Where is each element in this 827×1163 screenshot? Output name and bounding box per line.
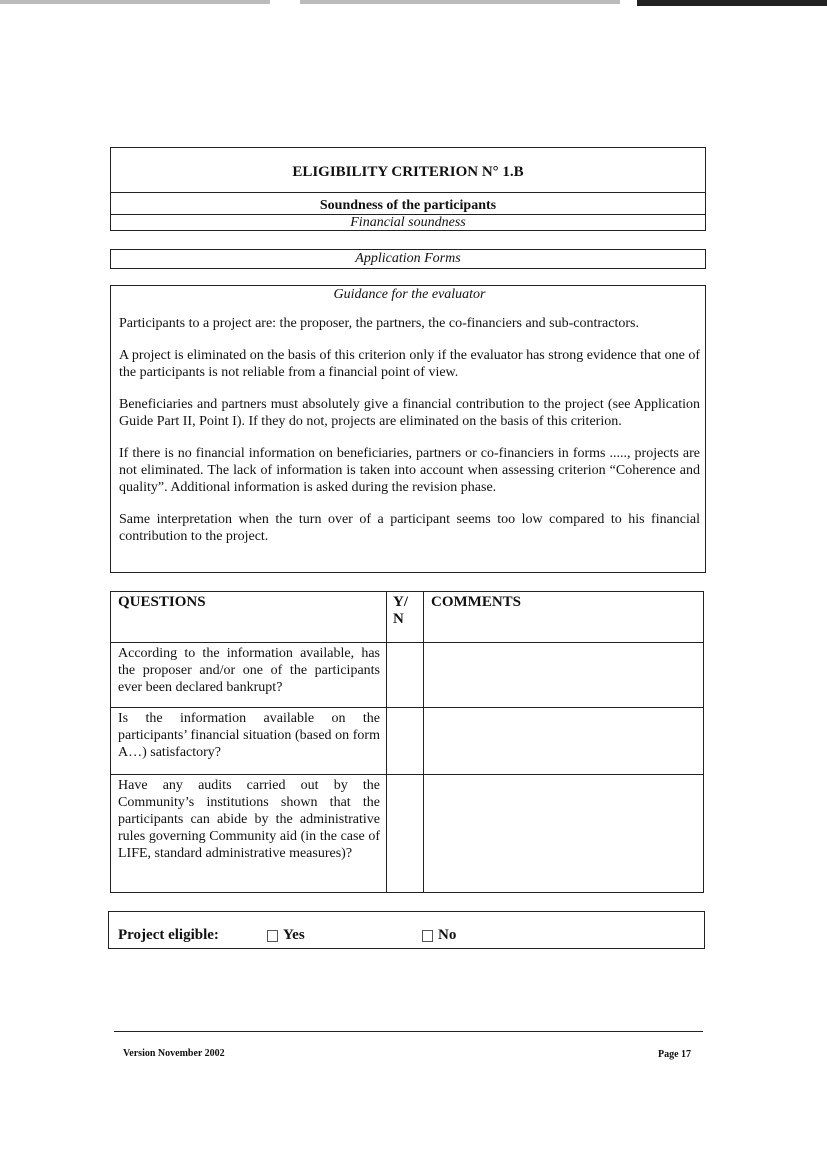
question-cell: According to the information available, has the proposer and/or one of the participants ever been declared bankrupt? <box>111 643 387 708</box>
guidance-paragraph: Participants to a project are: the proposer, the partners, the co-financiers and sub-contractors. <box>119 316 639 331</box>
divider <box>111 192 705 193</box>
eligibility-box <box>108 911 705 949</box>
yn-cell[interactable] <box>387 643 424 708</box>
criterion-title: ELIGIBILITY CRITERION N° 1.B <box>292 164 524 180</box>
guidance-heading: Guidance for the evaluator <box>333 287 486 302</box>
no-label: No <box>438 927 457 943</box>
eligible-yes-option[interactable] <box>267 927 305 944</box>
yn-cell[interactable] <box>387 775 424 893</box>
guidance-paragraph: If there is no financial information on beneficiaries, partners or co-financiers in forms ....., projects are not eliminated. The lack of information is taken into account when assessing criterion “Coherence and quality”. Additional information is asked during the revision phase. <box>119 446 700 495</box>
table-row <box>111 643 704 708</box>
eligible-no-option[interactable] <box>422 927 456 944</box>
yn-cell[interactable] <box>387 708 424 775</box>
footer-page-number: Page 17 <box>658 1049 692 1060</box>
criterion-subtitle: Soundness of the participants <box>319 198 497 213</box>
application-forms-box <box>110 249 706 269</box>
scan-artifact <box>0 0 827 8</box>
comments-header: COMMENTS <box>424 592 704 643</box>
comment-cell[interactable] <box>424 775 704 893</box>
guidance-paragraph: Same interpretation when the turn over of a participant seems too low compared to his financial contribution to the project. <box>119 512 700 544</box>
guidance-box <box>110 285 706 573</box>
question-cell: Have any audits carried out by the Community’s institutions shown that the participants can abide by the administrative rules governing Community aid (in the case of LIFE, standard administrative measures)? <box>111 775 387 893</box>
yn-header: Y/ N <box>387 592 424 643</box>
comment-cell[interactable] <box>424 708 704 775</box>
guidance-paragraph: Beneficiaries and partners must absolutely give a financial contribution to the project (see Application Guide Part II, Point I). If they do not, projects are eliminated on the basis of this criterion. <box>119 397 700 429</box>
comment-cell[interactable] <box>424 643 704 708</box>
questions-table <box>110 591 704 893</box>
yes-label: Yes <box>283 927 305 943</box>
application-forms-label: Application Forms <box>355 251 461 266</box>
checkbox-icon[interactable] <box>422 930 433 942</box>
eligibility-label: Project eligible: <box>118 927 219 943</box>
guidance-paragraph: A project is eliminated on the basis of this criterion only if the evaluator has strong evidence that one of the participants is not reliable from a financial point of view. <box>119 348 700 380</box>
table-row <box>111 775 704 893</box>
table-header-row <box>111 592 704 643</box>
question-cell: Is the information available on the participants’ financial situation (based on form A…) satisfactory? <box>111 708 387 775</box>
criterion-subsubtitle: Financial soundness <box>350 215 466 230</box>
criterion-title-box <box>110 147 706 231</box>
questions-header: QUESTIONS <box>111 592 387 643</box>
footer-divider <box>114 1031 703 1032</box>
footer-version: Version November 2002 <box>123 1048 225 1059</box>
checkbox-icon[interactable] <box>267 930 278 942</box>
table-row <box>111 708 704 775</box>
